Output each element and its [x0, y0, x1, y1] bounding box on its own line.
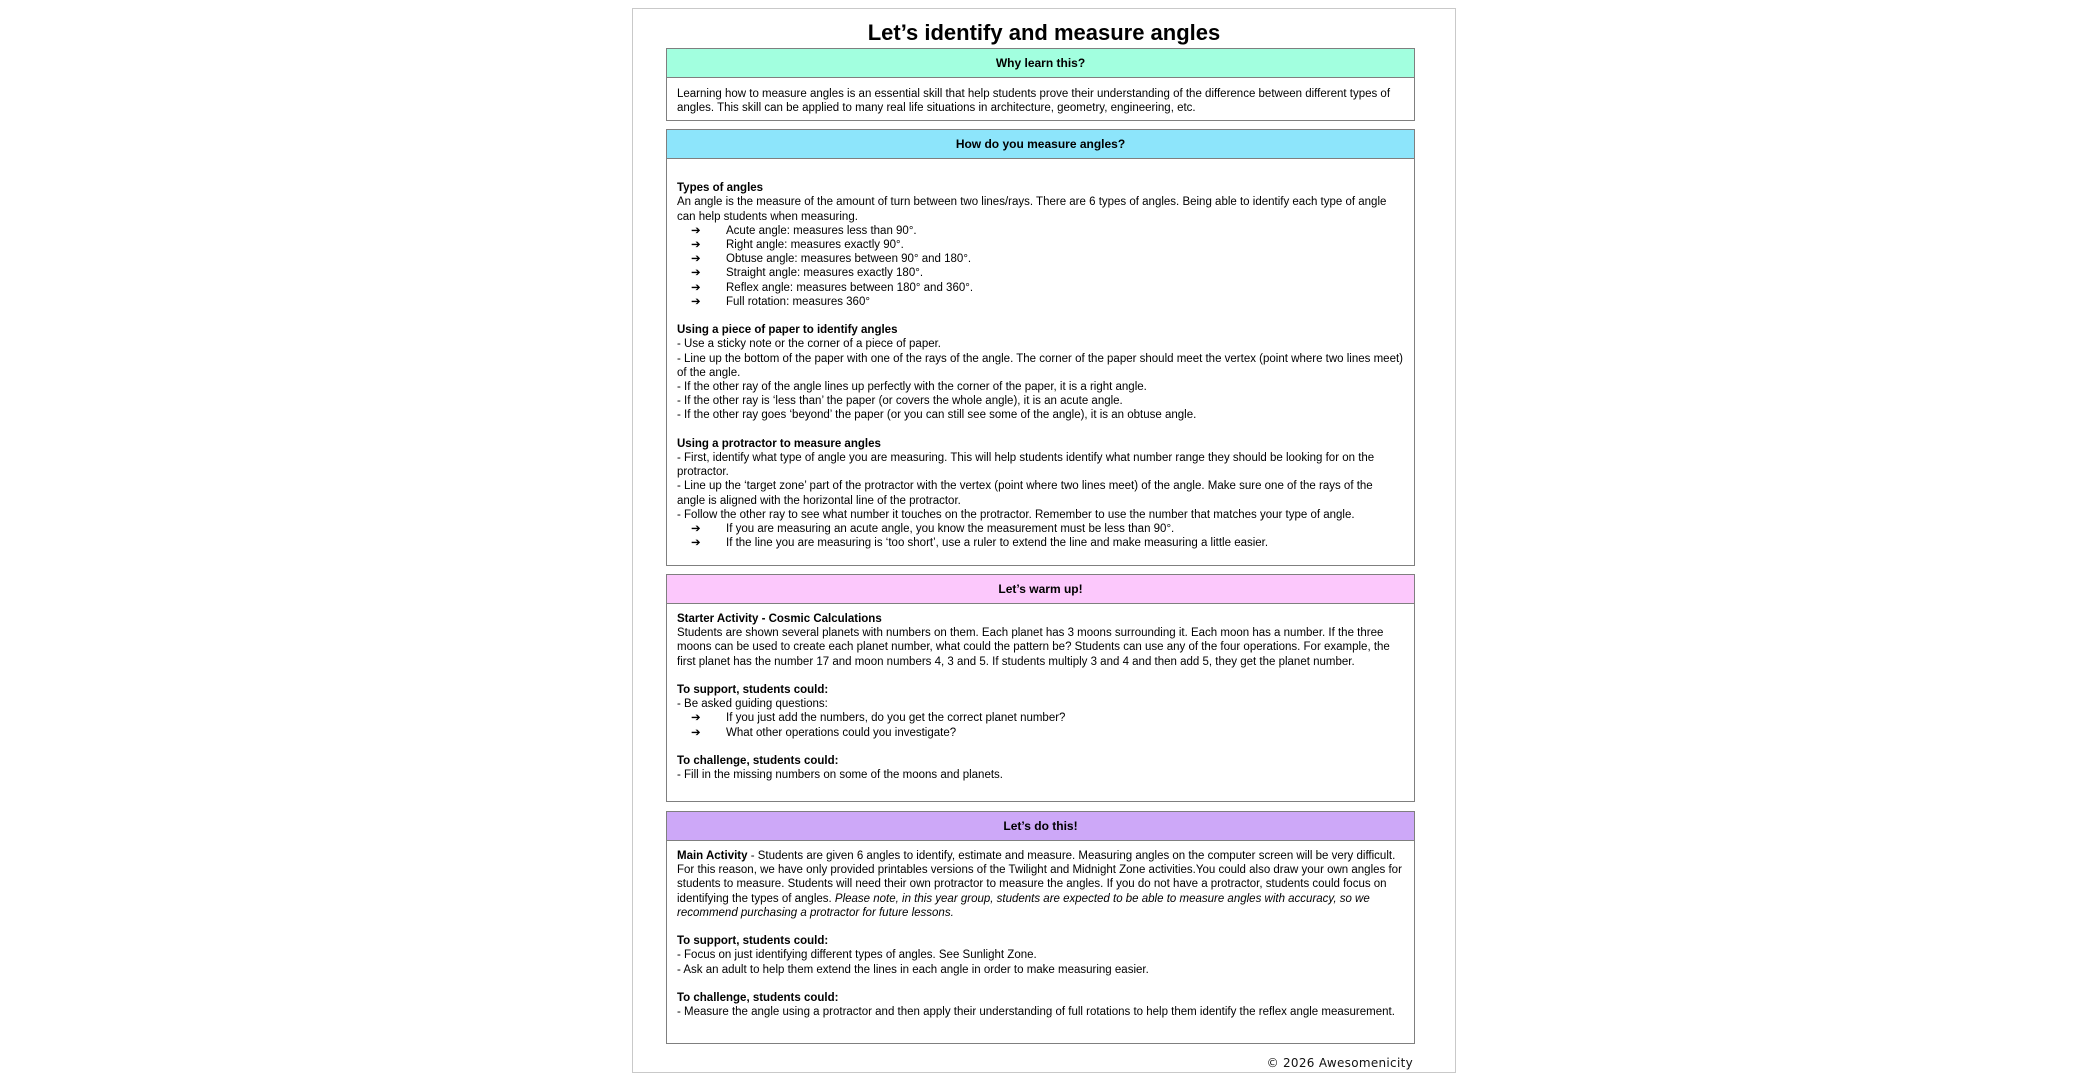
starter-title: Starter Activity - Cosmic Calculations: [677, 613, 882, 625]
list-item: ➔ Straight angle: measures exactly 180°.: [677, 266, 1404, 280]
arrow-icon: ➔: [691, 281, 701, 294]
list-item: - Line up the ‘target zone’ part of the protractor with the vertex (point where two lines meet) of the angle. Make sure one of the rays of the angle is aligned with the horizontal line of the protractor.: [677, 480, 1373, 507]
types-title: Types of angles: [677, 182, 764, 195]
list-item: - If the other ray of the angle lines up perfectly with the corner of the paper, it is a right angle.: [677, 381, 1147, 394]
list-item: - First, identify what type of angle you are measuring. This will help students identify what number range they should be looking for on the protractor.: [677, 452, 1375, 479]
types-intro: An angle is the measure of the amount of turn between two lines/rays. There are 6 types of angles. Being able to identify each type of angle can help students when measuring.: [677, 196, 1387, 223]
list-item: ➔ If you are measuring an acute angle, you know the measurement must be less than 90°.: [677, 522, 1404, 536]
list-item: ➔ If you just add the numbers, do you get the correct planet number?: [677, 711, 1404, 725]
list-item: - Ask an adult to help them extend the lines in each angle in order to make measuring easier.: [677, 963, 1149, 976]
challenge-title: To challenge, students could:: [677, 992, 839, 1004]
list-item: - Use a sticky note or the corner of a piece of paper.: [677, 338, 942, 351]
section-how-header: How do you measure angles?: [667, 130, 1414, 159]
support-line: - Be asked guiding questions:: [677, 698, 828, 711]
arrow-icon: ➔: [691, 537, 701, 550]
support-title: To support, students could:: [677, 684, 829, 696]
protractor-title: Using a protractor to measure angles: [677, 437, 881, 450]
worksheet-page: [632, 8, 1456, 1073]
starter-text: Students are shown several planets with numbers on them. Each planet has 3 moons surrounding it. Each moon has a number. If the three moons can be used to create each planet number, what could the pattern be? Students can use any of the four operations. For example, the first planet has the number 17 and moon numbers 4, 3 and 5. If students multiply 3 and 4 and then add 5, they get the planet number.: [677, 627, 1390, 668]
main-activity-text: Main Activity - Students are given 6 angles to identify, estimate and measure. Measuring angles on the computer screen will be very difficult. For this reason, we have only provided printables versions of the Twilight and Midnight Zone activities.You could also draw your own angles for students to measure. Students will need their own protractor to measure the angles. If you do not have a protractor, students could focus on identifying the types of angles. Please note, in this year group, students are expected to be able to measure angles with accuracy, so we recommend purchasing a protractor for future lessons.: [677, 850, 1402, 919]
section-do-header: Let’s do this!: [667, 812, 1414, 841]
why-text: Learning how to measure angles is an essential skill that help students prove their understanding of the difference between different types of angles. This skill can be applied to many real life situations in architecture, geometry, engineering, etc.: [677, 88, 1391, 115]
section-do-body: [667, 841, 1414, 1019]
section-do: [666, 811, 1415, 1044]
list-item: ➔ Obtuse angle: measures between 90° and 180°.: [677, 252, 1404, 266]
copyright-footer: © 2026 Awesomenicity: [1266, 1056, 1413, 1070]
section-warm-header: Let’s warm up!: [667, 575, 1414, 604]
list-item: ➔ What other operations could you investigate?: [677, 726, 1404, 740]
main-note: Please note, in this year group, students are expected to be able to measure angles with accuracy, so we recommend purchasing a protractor for future lessons.: [677, 892, 1370, 919]
paper-title: Using a piece of paper to identify angles: [677, 324, 898, 337]
list-item: ➔ Right angle: measures exactly 90°.: [677, 238, 1404, 252]
arrow-icon: ➔: [691, 239, 701, 251]
list-item: - Focus on just identifying different types of angles. See Sunlight Zone.: [677, 949, 1037, 962]
section-why-body: [667, 78, 1414, 115]
section-why-header: Why learn this?: [667, 49, 1414, 78]
challenge-line: - Measure the angle using a protractor and then apply their understanding of full rotations to help them identify the reflex angle measurement.: [677, 1006, 1395, 1019]
list-item: ➔ Acute angle: measures less than 90°.: [677, 224, 1404, 238]
list-item: - Line up the bottom of the paper with one of the rays of the angle. The corner of the paper should meet the vertex (point where two lines meet) of the angle.: [677, 352, 1403, 379]
list-item: - If the other ray is ‘less than’ the paper (or covers the whole angle), it is an acute angle.: [677, 395, 1123, 408]
list-item: ➔ If the line you are measuring is ‘too short’, use a ruler to extend the line and make measuring a little easier.: [677, 536, 1404, 550]
section-why: [666, 48, 1415, 121]
section-warm: [666, 574, 1415, 802]
support-title: To support, students could:: [677, 935, 829, 948]
arrow-icon: ➔: [691, 253, 701, 266]
arrow-icon: ➔: [691, 712, 701, 725]
list-item: - If the other ray goes ‘beyond’ the paper (or you can still see some of the angle), it is an obtuse angle.: [677, 409, 1197, 422]
section-how-body: [667, 159, 1414, 550]
arrow-icon: ➔: [691, 295, 701, 308]
section-how: [666, 129, 1415, 566]
section-warm-body: [667, 604, 1414, 782]
challenge-title: To challenge, students could:: [677, 755, 839, 767]
list-item: - Follow the other ray to see what number it touches on the protractor. Remember to use the number that matches your type of angle.: [677, 508, 1355, 521]
arrow-icon: ➔: [691, 523, 701, 536]
challenge-line: - Fill in the missing numbers on some of the moons and planets.: [677, 769, 1003, 782]
list-item: ➔ Full rotation: measures 360°: [677, 295, 1404, 309]
arrow-icon: ➔: [691, 267, 701, 280]
page-title: Let’s identify and measure angles: [867, 20, 1221, 45]
list-item: ➔ Reflex angle: measures between 180° and 360°.: [677, 281, 1404, 295]
arrow-icon: ➔: [691, 224, 701, 237]
main-title: Main Activity: [677, 850, 748, 862]
arrow-icon: ➔: [691, 726, 701, 739]
